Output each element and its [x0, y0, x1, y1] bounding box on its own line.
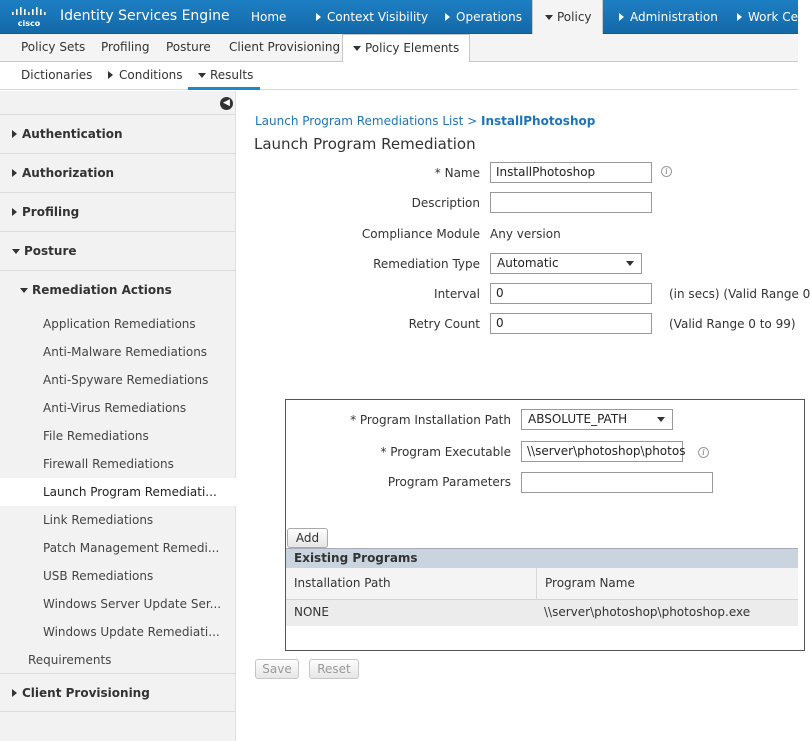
chevron-right-icon — [445, 13, 450, 21]
sidebar-section-label: Profiling — [22, 205, 80, 219]
chevron-right-icon — [108, 71, 113, 79]
chevron-right-icon — [619, 13, 624, 21]
nav-administration-label: Administration — [630, 10, 718, 24]
sub-navigation — [0, 34, 798, 62]
collapse-sidebar-icon[interactable]: ◀ — [220, 97, 233, 110]
sidebar-section-authentication[interactable] — [0, 114, 236, 153]
sidebar-item-anti-virus-remediations[interactable]: Anti-Virus Remediations — [43, 401, 187, 415]
sidebar-section-profiling[interactable] — [0, 192, 236, 231]
tab-results[interactable] — [188, 62, 260, 90]
sidebar-section-label: Remediation Actions — [32, 283, 172, 297]
chevron-down-icon — [545, 15, 553, 20]
existing-programs-title: Existing Programs — [286, 548, 798, 568]
sidebar-item-application-remediations[interactable]: Application Remediations — [43, 317, 196, 331]
sidebar-item-firewall-remediations[interactable]: Firewall Remediations — [43, 457, 174, 471]
nav-policy-label: Policy — [557, 10, 592, 24]
chevron-right-icon — [12, 689, 17, 697]
sidebar-item-anti-spyware-remediations[interactable]: Anti-Spyware Remediations — [43, 373, 209, 387]
top-header — [0, 0, 806, 34]
subnav-client-provisioning[interactable]: Client Provisioning — [229, 40, 341, 54]
breadcrumb-current: InstallPhotoshop — [481, 114, 596, 128]
tab-dictionaries[interactable]: Dictionaries — [21, 68, 93, 82]
remediation-type-label: Remediation Type — [373, 257, 480, 271]
interval-label: Interval — [434, 287, 480, 301]
column-program-name[interactable]: Program Name — [536, 568, 798, 600]
chevron-right-icon — [12, 130, 17, 138]
subnav-policy-elements[interactable] — [342, 34, 470, 63]
third-navigation — [0, 62, 798, 90]
chevron-right-icon — [316, 13, 321, 21]
table-header — [286, 568, 798, 600]
program-parameters-input[interactable] — [521, 472, 713, 493]
table-row[interactable] — [286, 600, 798, 626]
program-executable-label: * Program Executable — [380, 445, 511, 459]
sidebar-item-link-remediations[interactable]: Link Remediations — [43, 513, 154, 527]
interval-input[interactable]: 0 — [490, 283, 652, 304]
sidebar-item-launch-program-remediations[interactable]: Launch Program Remediati... — [0, 478, 236, 506]
sidebar-section-label: Posture — [24, 244, 77, 258]
chevron-down-icon — [353, 46, 361, 51]
chevron-down-icon — [12, 249, 20, 254]
description-label: Description — [411, 196, 480, 210]
chevron-right-icon — [737, 13, 742, 21]
chevron-down-icon — [657, 417, 665, 422]
sidebar-item-windows-server-update-services[interactable]: Windows Server Update Ser... — [43, 597, 222, 611]
program-installation-path-value: ABSOLUTE_PATH — [528, 412, 628, 426]
nav-administration[interactable] — [619, 0, 718, 34]
remediation-type-value: Automatic — [497, 256, 559, 270]
tab-results-label: Results — [210, 68, 254, 82]
sidebar-section-label: Authentication — [22, 127, 123, 141]
tab-conditions-label: Conditions — [119, 68, 183, 82]
sidebar-section-client-provisioning[interactable] — [0, 673, 236, 712]
description-input[interactable] — [490, 192, 652, 213]
sidebar-section-label: Client Provisioning — [22, 686, 150, 700]
compliance-module-value: Any version — [490, 227, 561, 241]
sidebar-item-file-remediations[interactable]: File Remediations — [43, 429, 149, 443]
sidebar — [0, 91, 236, 741]
program-installation-path-select[interactable] — [521, 409, 673, 430]
program-executable-input[interactable]: \\server\photoshop\photos — [521, 441, 683, 462]
sidebar-section-authorization[interactable] — [0, 153, 236, 192]
retry-count-input[interactable]: 0 — [490, 313, 652, 334]
breadcrumb-parent-link[interactable]: Launch Program Remediations List — [255, 114, 464, 128]
info-icon[interactable]: i — [661, 166, 672, 177]
nav-context-visibility-label: Context Visibility — [327, 10, 429, 24]
app-title: Identity Services Engine — [60, 8, 230, 24]
info-icon[interactable]: i — [698, 447, 709, 458]
chevron-down-icon — [20, 288, 28, 293]
chevron-right-icon — [12, 208, 17, 216]
chevron-down-icon — [626, 261, 634, 266]
sidebar-item-usb-remediations[interactable]: USB Remediations — [43, 569, 154, 583]
name-label: * Name — [434, 166, 480, 180]
cisco-logo-icon[interactable] — [10, 6, 50, 28]
nav-home-label: Home — [251, 10, 287, 24]
remediation-type-select[interactable] — [490, 253, 642, 274]
nav-work-centers[interactable] — [737, 0, 806, 34]
column-installation-path[interactable]: Installation Path — [294, 576, 391, 590]
retry-count-hint: (Valid Range 0 to 99) — [669, 317, 796, 331]
nav-work-centers-label: Work Cen — [748, 10, 806, 24]
cell-program-name: \\server\photoshop\photoshop.exe — [544, 605, 751, 619]
sidebar-item-windows-update-remediations[interactable]: Windows Update Remediati... — [43, 625, 220, 639]
nav-policy[interactable] — [532, 0, 603, 34]
sidebar-section-remediation-actions[interactable] — [0, 270, 236, 309]
retry-count-label: Retry Count — [408, 317, 480, 331]
cell-installation-path: NONE — [294, 605, 329, 619]
sidebar-item-anti-malware-remediations[interactable]: Anti-Malware Remediations — [43, 345, 208, 359]
chevron-down-icon — [198, 73, 206, 78]
nav-context-visibility[interactable] — [316, 0, 428, 34]
name-input[interactable]: InstallPhotoshop — [490, 162, 652, 183]
page-title: Launch Program Remediation — [254, 135, 476, 153]
subnav-profiling[interactable]: Profiling — [101, 40, 150, 54]
svg-text:cisco: cisco — [17, 19, 41, 28]
sidebar-item-requirements[interactable]: Requirements — [28, 653, 112, 667]
program-installation-path-label: * Program Installation Path — [350, 413, 511, 427]
reset-button[interactable]: Reset — [309, 659, 359, 679]
subnav-policy-sets[interactable]: Policy Sets — [21, 40, 86, 54]
interval-hint: (in secs) (Valid Range 0 — [669, 287, 810, 301]
add-button[interactable]: Add — [287, 528, 328, 548]
breadcrumb — [255, 114, 595, 128]
program-parameters-label: Program Parameters — [387, 475, 511, 489]
chevron-right-icon — [12, 169, 17, 177]
tab-conditions[interactable] — [108, 62, 183, 90]
save-button[interactable]: Save — [255, 659, 299, 679]
nav-operations-label: Operations — [456, 10, 522, 24]
sidebar-section-posture[interactable] — [0, 231, 236, 270]
subnav-posture[interactable]: Posture — [166, 40, 211, 54]
breadcrumb-separator: > — [467, 114, 478, 128]
sidebar-section-label: Authorization — [22, 166, 115, 180]
subnav-policy-elements-label: Policy Elements — [365, 41, 460, 55]
nav-home[interactable] — [251, 0, 286, 34]
compliance-module-label: Compliance Module — [361, 227, 480, 241]
nav-operations[interactable] — [445, 0, 522, 34]
sidebar-item-patch-management-remediations[interactable]: Patch Management Remedi... — [43, 541, 220, 555]
